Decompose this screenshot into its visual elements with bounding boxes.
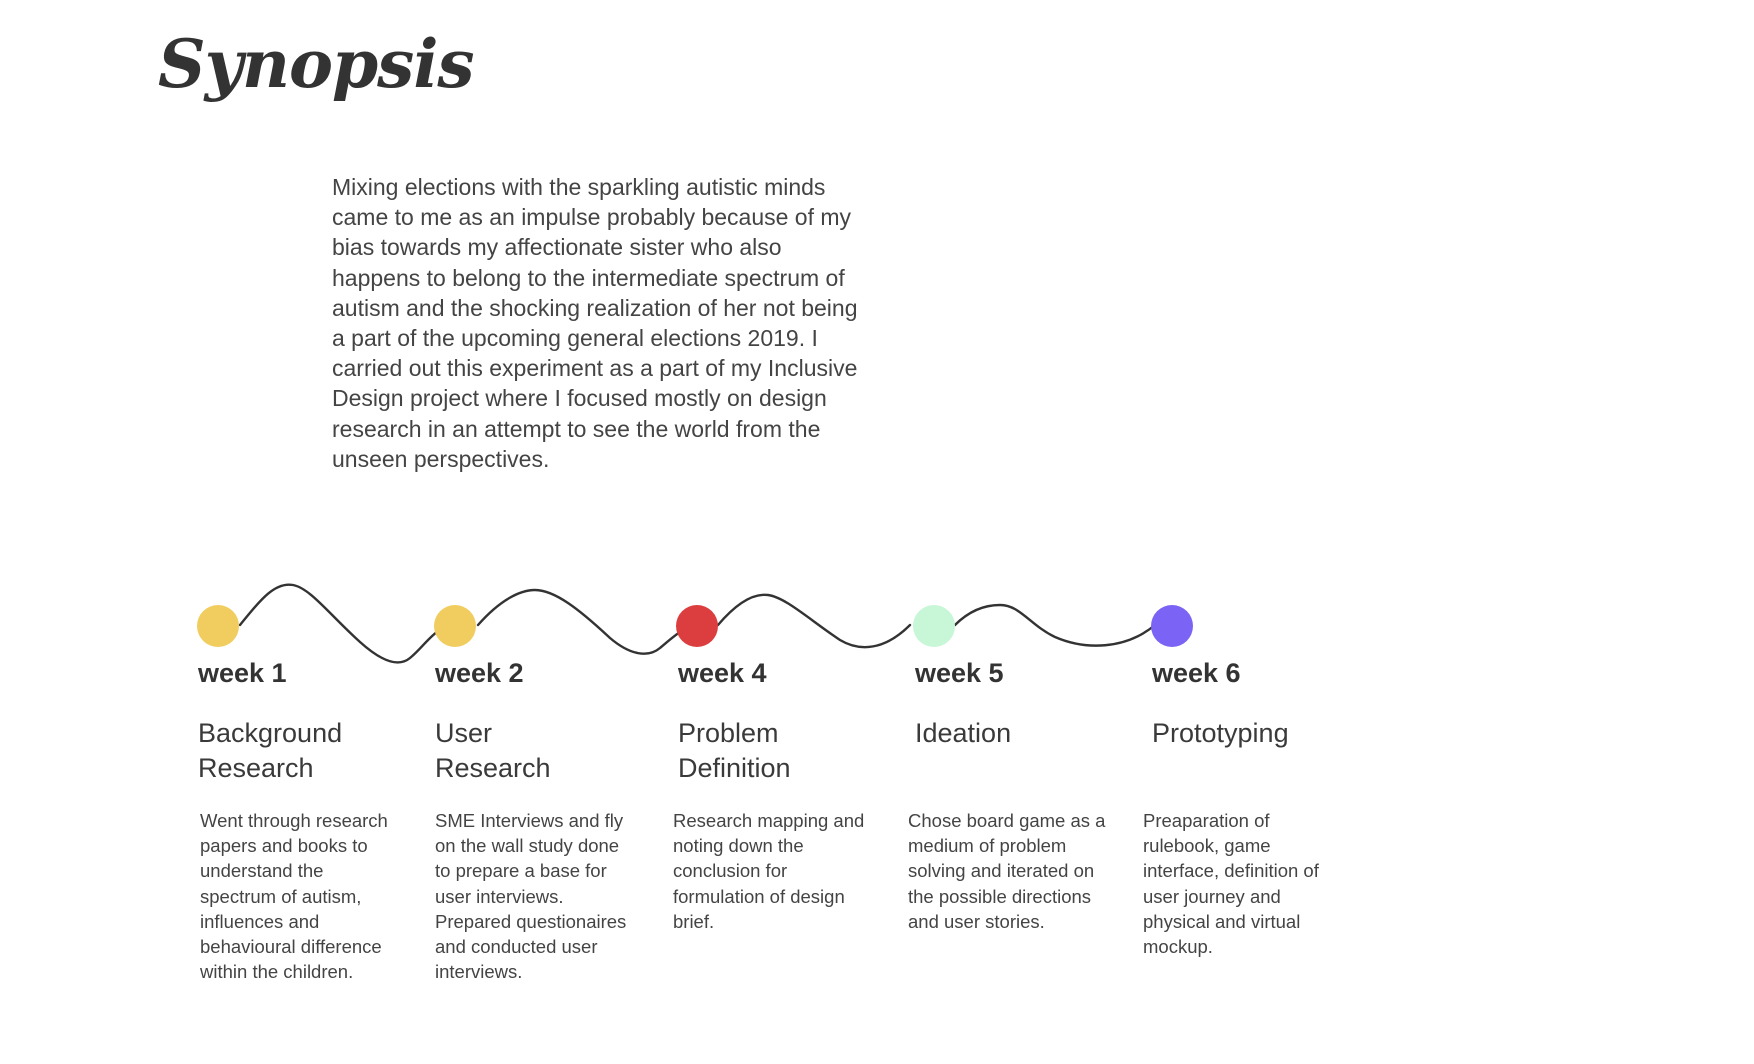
stage-description: Preaparation of rulebook, game interface, definition of user journey and physical and virtual mockup. [1143, 810, 1319, 958]
stage-title: Ideation [915, 718, 1012, 748]
timeline-dot-week-5 [913, 605, 955, 647]
stage-description: Research mapping and noting down the conclusion for formulation of design brief. [673, 810, 865, 932]
timeline-stage-week-5 [908, 658, 1106, 932]
timeline-stage-week-4 [673, 658, 865, 932]
timeline-stage-week-1 [198, 658, 388, 983]
stage-week-label: week 6 [1152, 658, 1241, 688]
stage-title: Background Research [198, 718, 343, 783]
stage-description: Went through research papers and books to understand the spectrum of autism, influences and behavioural difference within the children. [200, 810, 388, 983]
timeline-dot-week-2 [434, 605, 476, 647]
stage-description: SME Interviews and fly on the wall study done to prepare a base for user interviews. Prepared questionaires and conducted user interviews. [435, 810, 627, 983]
stage-week-label: week 2 [435, 658, 524, 688]
stage-title: Problem Definition [678, 718, 791, 783]
stage-week-label: week 1 [198, 658, 287, 688]
timeline-stage-week-6 [1143, 658, 1319, 958]
timeline-dot-week-4 [676, 605, 718, 647]
stage-title: User Research [435, 718, 551, 783]
stage-title: Prototyping [1152, 718, 1289, 748]
timeline-dot-week-1 [197, 605, 239, 647]
page-title: Synopsis [158, 25, 474, 103]
stage-week-label: week 4 [678, 658, 767, 688]
synopsis-paragraph: Mixing elections with the sparkling autistic minds came to me as an impulse probably because of my bias towards my affectionate sister who also happens to belong to the intermediate spectrum of autism and the shocking realization of her not being a part of the upcoming general elections 2019. I carried out this experiment as a part of my Inclusive Design project where I focused mostly on design research in an attempt to see the world from the unseen perspectives. [332, 174, 858, 472]
timeline-stage-week-2 [435, 658, 627, 983]
timeline-dot-week-6 [1151, 605, 1193, 647]
stage-week-label: week 5 [915, 658, 1004, 688]
stage-description: Chose board game as a medium of problem solving and iterated on the possible directions and user stories. [908, 810, 1106, 932]
